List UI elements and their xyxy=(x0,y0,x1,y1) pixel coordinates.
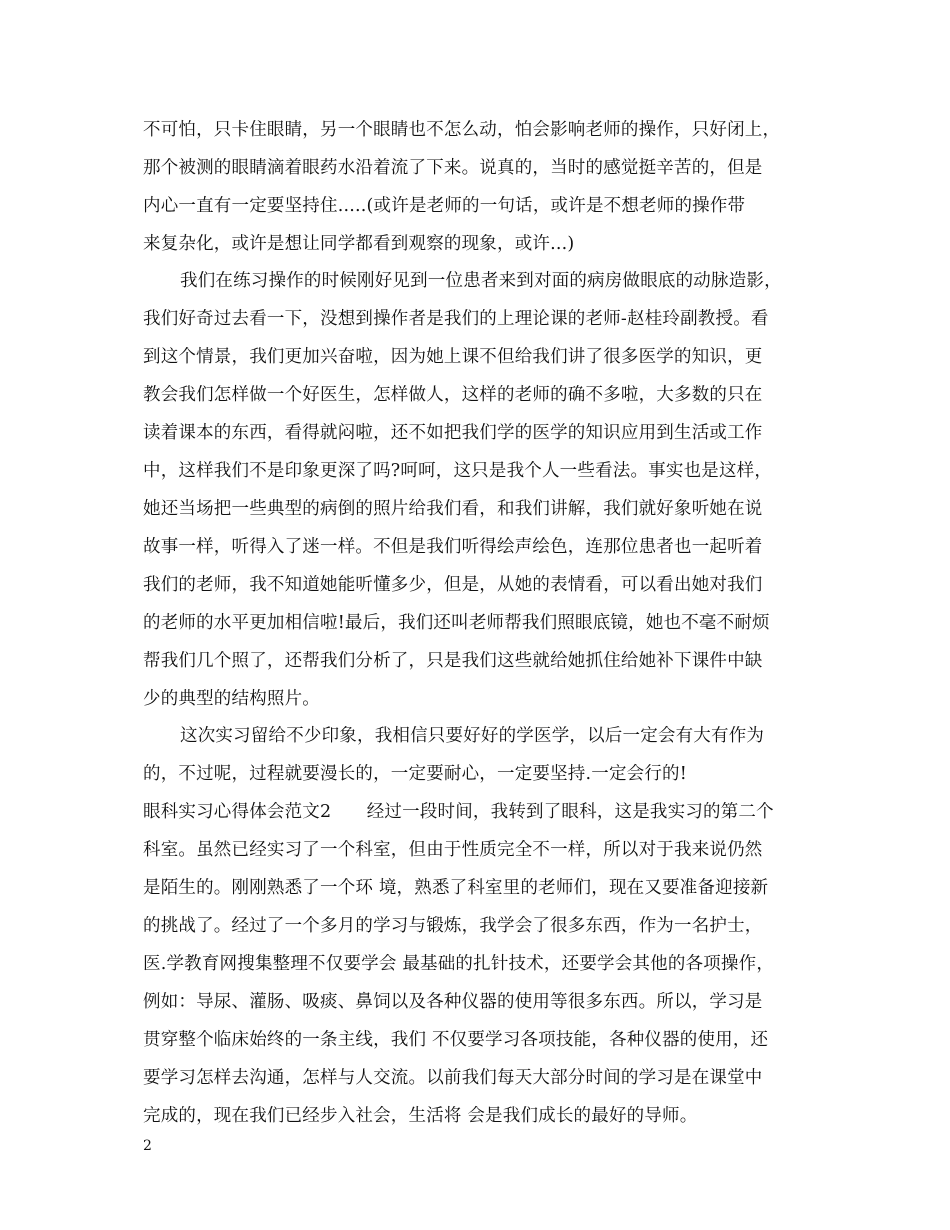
section-heading-line: 眼科实习心得体会范文2 经过一段时间，我转到了眼科，这是我实习的第二个 xyxy=(143,802,774,822)
paragraph-first-line: 这次实习留给不少印象，我相信只要好好的学医学，以后一定会有大有作为 xyxy=(180,726,765,746)
text-line: 内心一直有一定要坚持住.....(或许是老师的一句话，或许是不想老师的操作带 xyxy=(143,196,746,216)
text-line: 的老师的水平更加相信啦!最后，我们还叫老师帮我们照眼底镜，她也不毫不耐烦 xyxy=(143,613,770,633)
text-line: 的挑战了。经过了一个多月的学习与锻炼，我学会了很多东西，作为一名护士， xyxy=(143,916,763,936)
paragraph-first-line: 我们在练习操作的时候刚好见到一位患者来到对面的病房做眼底的动脉造影， xyxy=(180,271,782,291)
text-line: 不可怕，只卡住眼睛，另一个眼睛也不怎么动，怕会影响老师的操作，只好闭上， xyxy=(143,120,781,140)
text-line: 少的典型的结构照片。 xyxy=(143,689,320,709)
text-line: 医.学教育网搜集整理不仅要学会 最基础的扎针技术，还要学会其他的各项操作， xyxy=(143,954,775,974)
text-line: 她还当场把一些典型的病倒的照片给我们看，和我们讲解，我们就好象听她在说 xyxy=(143,499,763,519)
text-line: 来复杂化，或许是想让同学都看到观察的现象，或许...) xyxy=(143,234,575,254)
text-line: 那个被测的眼睛滴着眼药水沿着流了下来。说真的，当时的感觉挺辛苦的，但是 xyxy=(143,158,763,178)
text-line: 科室。虽然已经实习了一个科室，但由于性质完全不一样，所以对于我来说仍然 xyxy=(143,840,763,860)
text-line: 我们好奇过去看一下，没想到操作者是我们的上理论课的老师-赵桂玲副教授。看 xyxy=(143,309,769,329)
text-line: 中，这样我们不是印象更深了吗?呵呵，这只是我个人一些看法。事实也是这样， xyxy=(143,461,773,481)
text-line: 帮我们几个照了，还帮我们分析了，只是我们这些就给她抓住给她补下课件中缺 xyxy=(143,651,763,671)
text-line: 的，不过呢，过程就要漫长的，一定要耐心，一定要坚持.一定会行的! xyxy=(143,764,687,784)
page-number: 2 xyxy=(143,1138,152,1154)
text-line: 读着课本的东西，看得就闷啦，还不如把我们学的医学的知识应用到生活或工作 xyxy=(143,423,763,443)
text-line: 是陌生的。刚刚熟悉了一个环 境，熟悉了科室里的老师们，现在又要准备迎接新 xyxy=(143,878,769,898)
text-line: 例如：导尿、灌肠、吸痰、鼻饲以及各种仪器的使用等很多东西。所以，学习是 xyxy=(143,992,763,1012)
text-line: 贯穿整个临床始终的一条主线，我们 不仅要学习各项技能，各种仪器的使用，还 xyxy=(143,1030,769,1050)
text-line: 到这个情景，我们更加兴奋啦，因为她上课不但给我们讲了很多医学的知识，更 xyxy=(143,347,763,367)
text-line: 我们的老师，我不知道她能听懂多少，但是，从她的表情看，可以看出她对我们 xyxy=(143,575,763,595)
text-line: 完成的，现在我们已经步入社会，生活将 会是我们成长的最好的导师。 xyxy=(143,1106,698,1126)
text-line: 要学习怎样去沟通，怎样与人交流。以前我们每天大部分时间的学习是在课堂中 xyxy=(143,1068,763,1088)
text-line: 教会我们怎样做一个好医生，怎样做人，这样的老师的确不多啦，大多数的只在 xyxy=(143,385,763,405)
text-line: 故事一样，听得入了迷一样。不但是我们听得绘声绘色，连那位患者也一起听着 xyxy=(143,537,763,557)
